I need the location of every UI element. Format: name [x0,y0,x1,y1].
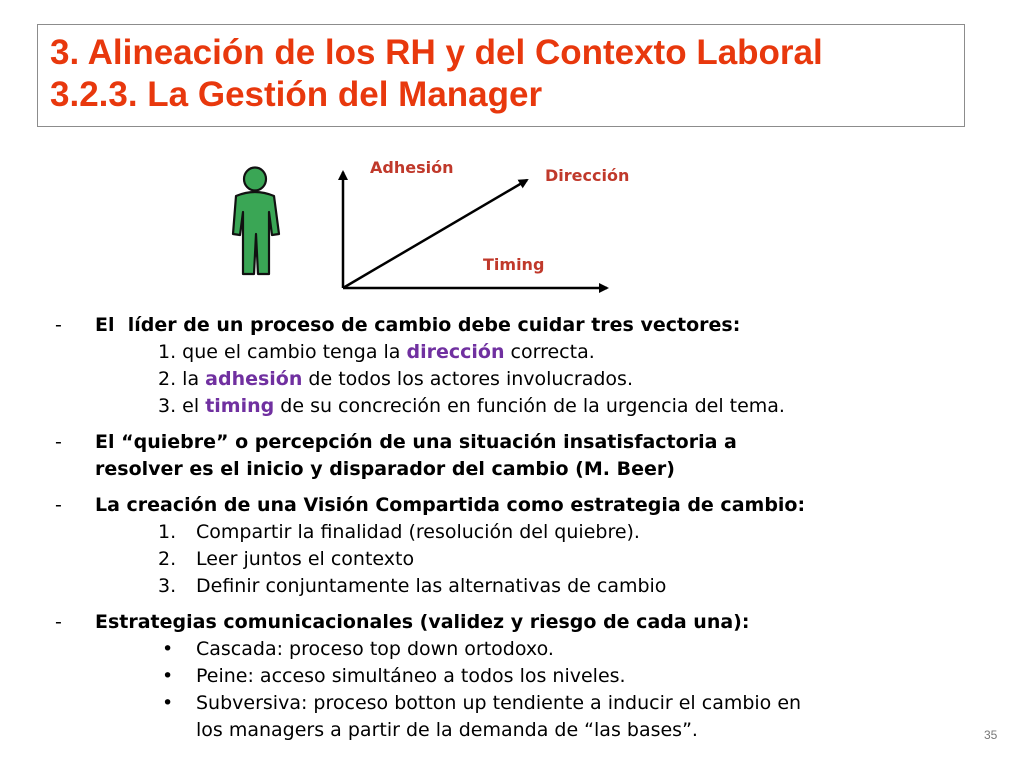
item-text: Peine: acceso simultáneo a todos los niveles. [196,665,626,687]
item-text: correcta. [504,341,595,363]
list-item [55,339,985,366]
item-text: Compartir la finalidad (resolución del quiebre). [196,521,640,543]
item-text-line1: Subversiva: proceso botton up tendiente a inducir el cambio en [196,692,802,714]
direccion-label: Dirección [545,166,630,185]
keyword-direccion: dirección [406,341,505,363]
section-vectors [55,312,985,420]
list-item [55,546,985,573]
item-text: de su concreción en función de la urgencia del tema. [274,395,785,417]
list-item [55,573,985,600]
list-item [55,690,985,744]
section-heading: Estrategias comunicacionales (validez y riesgo de cada una): [95,611,750,633]
section-quiebre [55,429,985,483]
bullet-icon: • [162,692,174,714]
item-text: Definir conjuntamente las alternativas de cambio [196,575,667,597]
section-heading-line2: resolver es el inicio y disparador del cambio (M. Beer) [95,458,675,480]
dash-marker: - [55,494,62,516]
timing-label: Timing [483,255,545,274]
bullet-icon: • [162,638,174,660]
item-text: Cascada: proceso top down ortodoxo. [196,638,554,660]
person-icon [228,166,284,280]
section-estrategias [55,609,985,744]
bullet-icon: • [162,665,174,687]
dash-marker: - [55,431,62,453]
section-vision [55,492,985,600]
item-number: 1. [158,521,177,543]
section-heading-line1: El “quiebre” o percepción de una situación insatisfactoria a [95,431,737,453]
list-item [55,393,985,420]
list-item [55,519,985,546]
item-text: de todos los actores involucrados. [302,368,633,390]
list-item [55,636,985,663]
item-text: 1. que el cambio tenga la [158,341,407,363]
slide-subtitle: 3.2.3. La Gestión del Manager [50,75,543,114]
title-box [37,24,965,127]
vector-diagram [330,150,650,300]
item-text [196,690,801,744]
section-heading: El líder de un proceso de cambio debe cuidar tres vectores: [95,314,741,336]
item-text-line2: los managers a partir de la demanda de “las bases”. [196,719,698,741]
slide-title: 3. Alineación de los RH y del Contexto Laboral [50,33,823,72]
list-item [55,663,985,690]
item-text: 2. la [158,368,206,390]
item-number: 3. [158,575,177,597]
list-item [55,366,985,393]
slide-body [55,312,985,744]
page-number: 35 [984,728,998,742]
dash-marker: - [55,314,62,336]
dash-marker: - [55,611,62,633]
item-text: 3. el [158,395,206,417]
item-text: Leer juntos el contexto [196,548,415,570]
item-number: 2. [158,548,177,570]
adhesion-label: Adhesión [370,158,454,177]
section-heading: La creación de una Visión Compartida como estrategia de cambio: [95,494,806,516]
keyword-adhesion: adhesión [205,368,303,390]
keyword-timing: timing [205,395,275,417]
